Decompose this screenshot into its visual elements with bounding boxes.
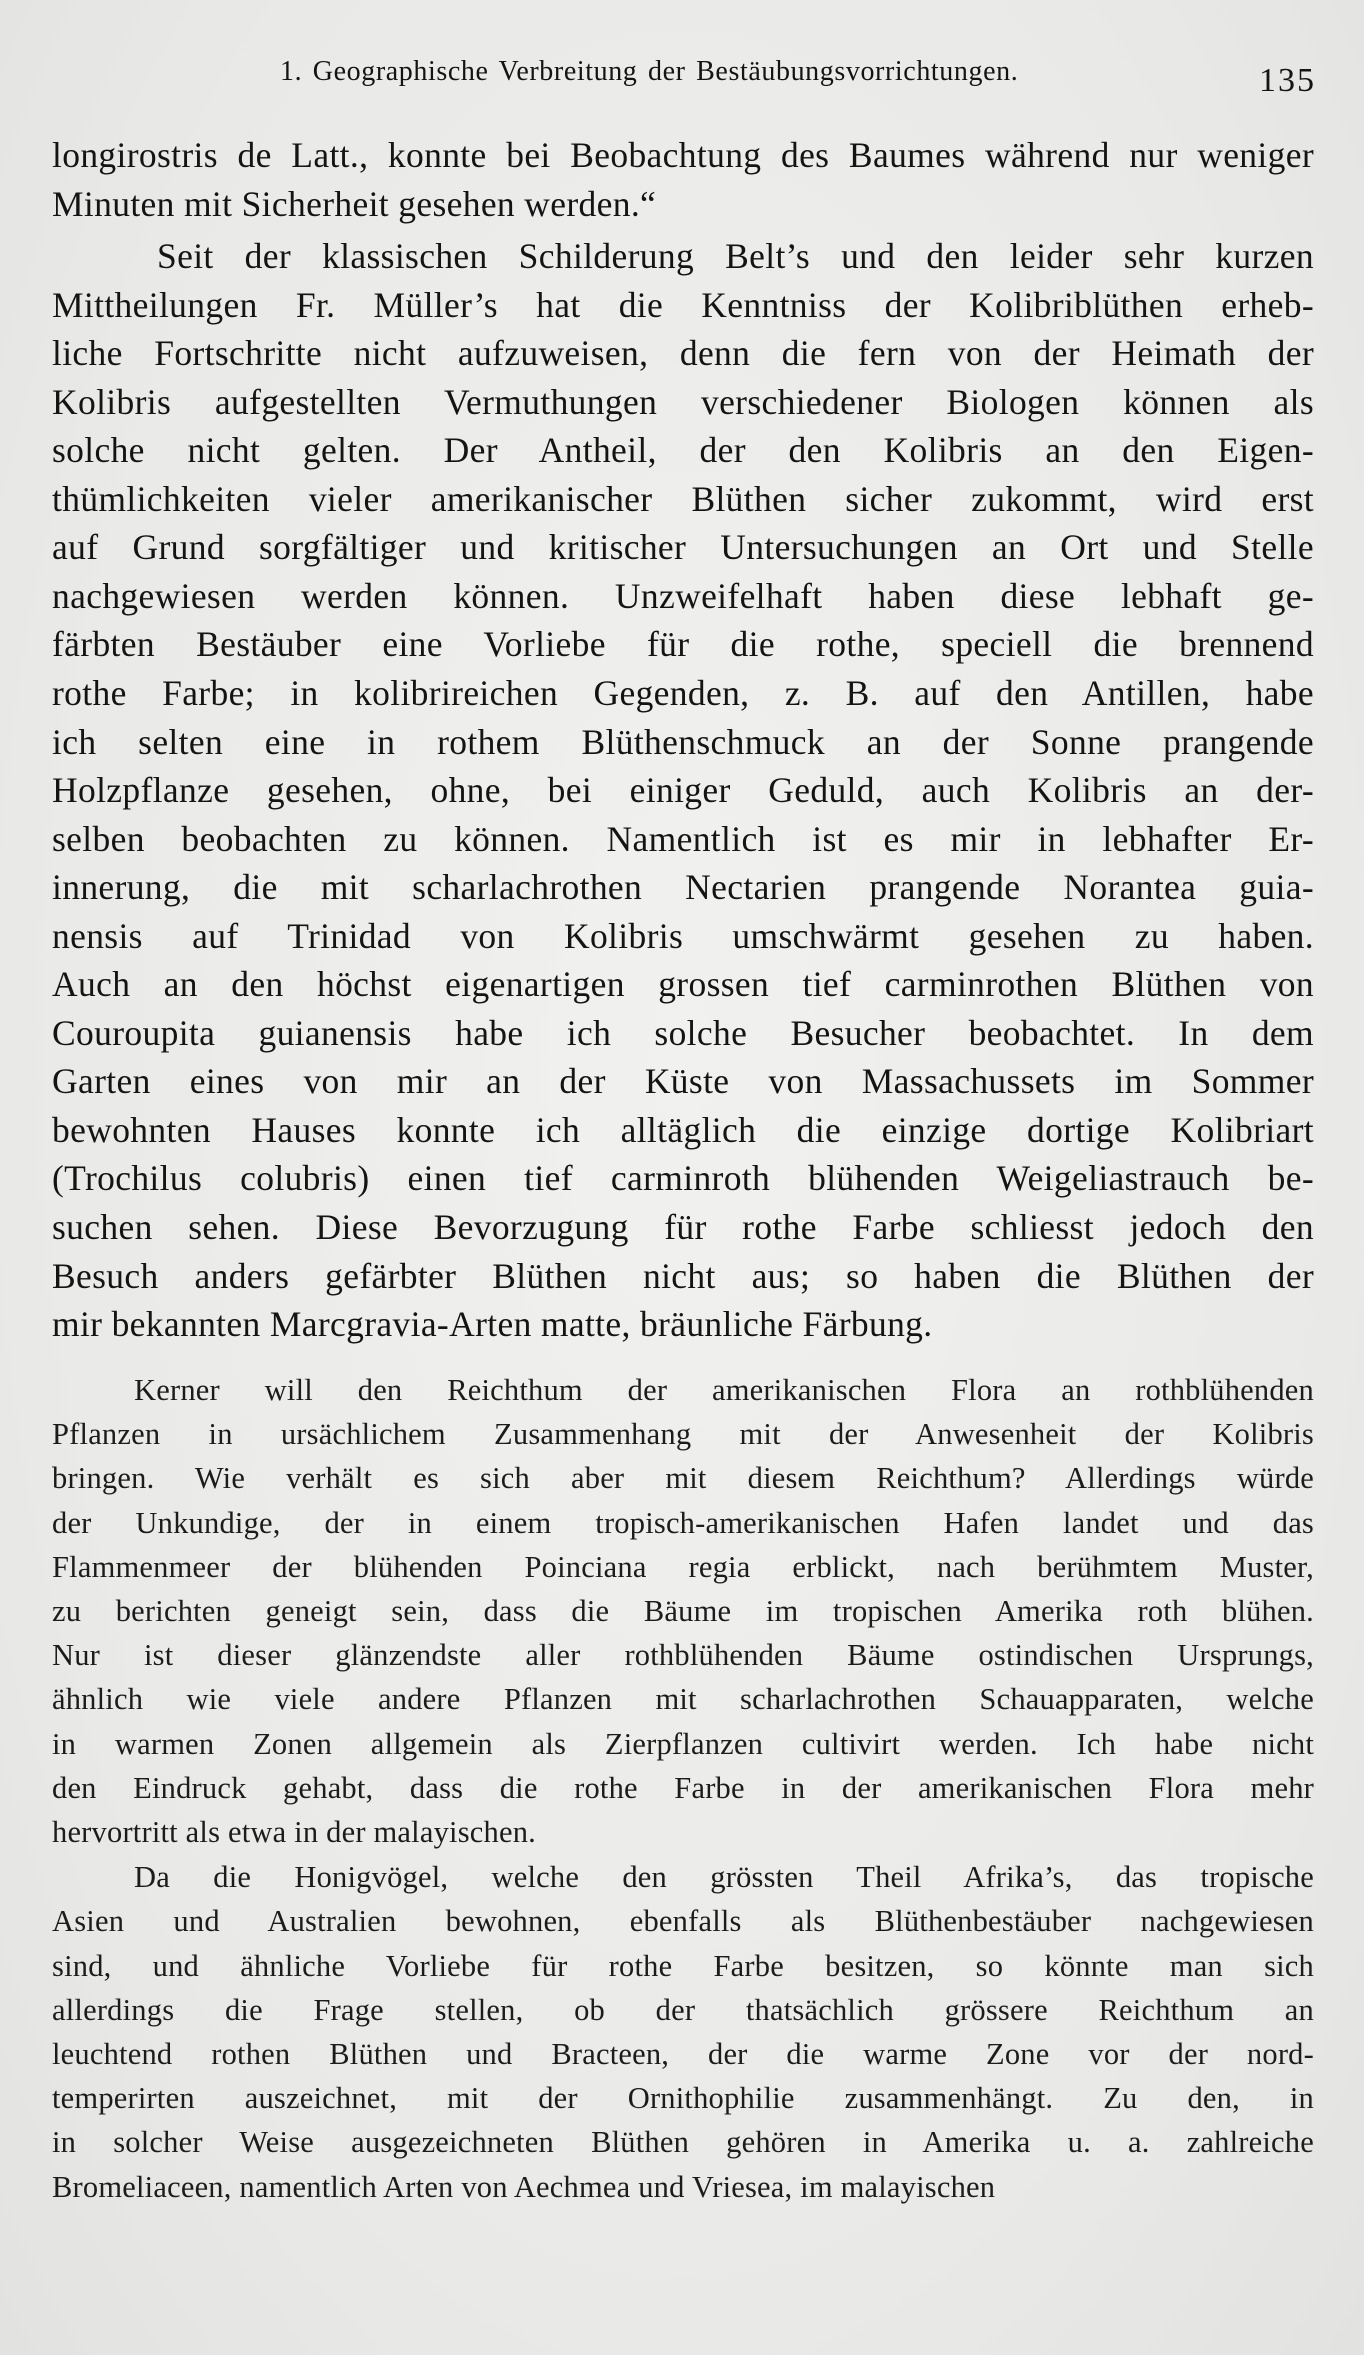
text-line: Kerner will den Reichthum der amerikanischen Flora an rothblühenden	[134, 1373, 1314, 1407]
paragraph	[52, 232, 1314, 1349]
text-line: der Unkundige, der in einem tropisch-amerikanischen Hafen landet und das	[52, 1505, 1314, 1540]
text-line: Holzpflanze gesehen, ohne, bei einiger Geduld, auch Kolibris an der-	[52, 770, 1314, 811]
running-head: 1. Geographische Verbreitung der Bestäubungsvorrichtungen.	[280, 56, 1019, 87]
text-line: Da die Honigvögel, welche den grössten Theil Afrika’s, das tropische	[134, 1860, 1314, 1895]
text-line: Asien und Australien bewohnen, ebenfalls als Blüthenbestäuber nachgewiesen	[52, 1904, 1314, 1939]
text-line: sind, und ähnliche Vorliebe für rothe Farbe besitzen, so könnte man sich	[52, 1948, 1314, 1983]
text-line: rothe Farbe; in kolibrireichen Gegenden, z. B. auf den Antillen, habe	[52, 673, 1314, 714]
page-number: 135	[1259, 62, 1316, 99]
page-header	[280, 52, 1316, 108]
text-line: suchen sehen. Diese Bevorzugung für rothe Farbe schliesst jedoch den	[52, 1207, 1314, 1248]
text-line: Mittheilungen Fr. Müller’s hat die Kenntniss der Kolibriblüthen erheb-	[52, 284, 1314, 325]
text-line: ich selten eine in rothem Blüthenschmuck an der Sonne prangende	[52, 721, 1314, 762]
text-line: Garten eines von mir an der Küste von Massachussets im Sommer	[52, 1061, 1314, 1102]
main-text-block	[52, 131, 1314, 1349]
text-line: auf Grund sorgfältiger und kritischer Untersuchungen an Ort und Stelle	[52, 527, 1314, 568]
text-line: Kolibris aufgestellten Vermuthungen verschiedener Biologen können als	[52, 381, 1314, 422]
text-line: (Trochilus colubris) einen tief carminroth blühenden Weigeliastrauch be-	[52, 1158, 1314, 1199]
text-line: longirostris de Latt., konnte bei Beobachtung des Baumes während nur weniger	[52, 135, 1314, 175]
text-line: Bromeliaceen, namentlich Arten von Aechmea und Vriesea, im malayischen	[52, 2169, 996, 2204]
paragraph	[52, 131, 1314, 228]
text-line: färbten Bestäuber eine Vorliebe für die rothe, speciell die brennend	[52, 624, 1314, 665]
text-line: ähnlich wie viele andere Pflanzen mit scharlachrothen Schauapparaten, welche	[52, 1682, 1314, 1717]
text-line: liche Fortschritte nicht aufzuweisen, denn die fern von der Heimath der	[52, 333, 1314, 374]
text-line: bringen. Wie verhält es sich aber mit diesem Reichthum? Allerdings würde	[52, 1461, 1314, 1496]
text-line: Minuten mit Sicherheit gesehen werden.“	[52, 183, 657, 224]
text-line: selben beobachten zu können. Namentlich ist es mir in lebhafter Er-	[52, 818, 1314, 859]
text-line: zu berichten geneigt sein, dass die Bäume im tropischen Amerika roth blühen.	[52, 1594, 1314, 1629]
text-line: nachgewiesen werden können. Unzweifelhaft haben diese lebhaft ge-	[52, 575, 1314, 616]
text-line: hervortritt als etwa in der malayischen.	[52, 1815, 536, 1850]
text-line: den Eindruck gehabt, dass die rothe Farbe in der amerikanischen Flora mehr	[52, 1770, 1314, 1805]
text-line: Besuch anders gefärbter Blüthen nicht aus; so haben die Blüthen der	[52, 1255, 1314, 1296]
text-line: Nur ist dieser glänzendste aller rothblühenden Bäume ostindischen Ursprungs,	[52, 1638, 1314, 1673]
text-line: Couroupita guianensis habe ich solche Besucher beobachtet. In dem	[52, 1012, 1314, 1053]
text-line: innerung, die mit scharlachrothen Nectarien prangende Norantea guia-	[52, 867, 1314, 908]
text-line: in warmen Zonen allgemein als Zierpflanzen cultivirt werden. Ich habe nicht	[52, 1726, 1314, 1761]
text-line: thümlichkeiten vieler amerikanischer Blüthen sicher zukommt, wird erst	[52, 478, 1314, 519]
text-line: leuchtend rothen Blüthen und Bracteen, der die warme Zone vor der nord-	[52, 2037, 1314, 2072]
text-line: Flammenmeer der blühenden Poinciana regia erblickt, nach berühmtem Muster,	[52, 1549, 1314, 1584]
text-line: Seit der klassischen Schilderung Belt’s und den leider sehr kurzen	[157, 236, 1314, 277]
paragraph	[52, 1368, 1314, 1854]
text-line: Pflanzen in ursächlichem Zusammenhang mit der Anwesenheit der Kolibris	[52, 1417, 1314, 1452]
text-line: allerdings die Frage stellen, ob der thatsächlich grössere Reichthum an	[52, 1992, 1314, 2027]
text-line: nensis auf Trinidad von Kolibris umschwärmt gesehen zu haben.	[52, 915, 1314, 956]
paragraph	[52, 1855, 1314, 2209]
text-line: mir bekannten Marcgravia-Arten matte, bräunliche Färbung.	[52, 1304, 933, 1345]
text-line: solche nicht gelten. Der Antheil, der den Kolibris an den Eigen-	[52, 430, 1314, 471]
text-line: in solcher Weise ausgezeichneten Blüthen gehören in Amerika u. a. zahlreiche	[52, 2125, 1314, 2160]
text-line: temperirten auszeichnet, mit der Ornithophilie zusammenhängt. Zu den, in	[52, 2081, 1314, 2116]
small-print-block	[52, 1368, 1314, 2209]
text-line: Auch an den höchst eigenartigen grossen tief carminrothen Blüthen von	[52, 964, 1314, 1005]
text-line: bewohnten Hauses konnte ich alltäglich die einzige dortige Kolibriart	[52, 1109, 1314, 1150]
